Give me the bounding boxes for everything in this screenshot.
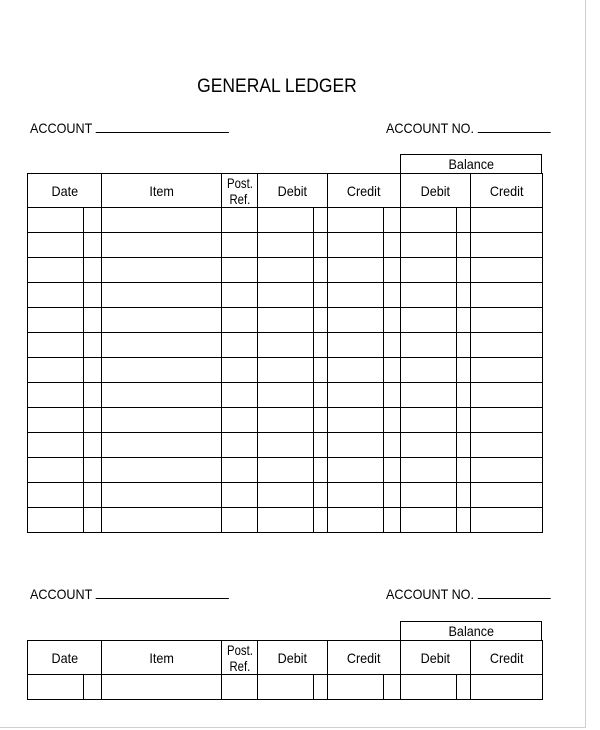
ledger-cell[interactable] (401, 508, 457, 533)
account-field[interactable] (30, 119, 229, 136)
ledger-cell[interactable] (471, 458, 543, 483)
ledger-cell[interactable] (328, 675, 384, 700)
ledger-cell[interactable] (471, 675, 543, 700)
account-blank[interactable] (96, 585, 229, 599)
account-label: ACCOUNT (30, 586, 93, 602)
col-header-item: Item (102, 641, 222, 675)
table-row (28, 383, 543, 408)
ledger-cell[interactable] (328, 333, 384, 358)
ledger-cell[interactable] (401, 308, 457, 333)
ledger-cell[interactable] (222, 308, 258, 333)
ledger-table (27, 173, 543, 533)
ledger-cell[interactable] (457, 358, 471, 383)
col-header-post-ref: Post. Ref. (222, 174, 258, 208)
ledger-cell[interactable] (401, 258, 457, 283)
ledger-cell[interactable] (28, 258, 84, 283)
col-header-balance-credit: Credit (471, 641, 543, 675)
ledger-cell[interactable] (328, 233, 384, 258)
ledger-cell[interactable] (222, 675, 258, 700)
table-row (28, 333, 543, 358)
ledger-cell[interactable] (384, 308, 401, 333)
ledger-cell[interactable] (471, 508, 543, 533)
ledger-cell[interactable] (84, 308, 102, 333)
ledger-cell[interactable] (471, 208, 543, 233)
ledger-cell[interactable] (471, 233, 543, 258)
ledger-cell[interactable] (314, 383, 328, 408)
ledger-cell[interactable] (84, 258, 102, 283)
col-header-date: Date (28, 641, 102, 675)
table-row (28, 358, 543, 383)
ledger-cell[interactable] (314, 433, 328, 458)
ledger-cell[interactable] (222, 433, 258, 458)
ledger-cell[interactable] (457, 333, 471, 358)
ledger-cell[interactable] (102, 358, 222, 383)
ledger-cell[interactable] (102, 208, 222, 233)
page-title: GENERAL LEDGER (197, 76, 357, 97)
ledger-cell[interactable] (258, 233, 314, 258)
ledger-cell[interactable] (84, 358, 102, 383)
ledger-cell[interactable] (457, 433, 471, 458)
col-header-item: Item (102, 174, 222, 208)
ledger-cell[interactable] (84, 675, 102, 700)
ledger-cell[interactable] (384, 408, 401, 433)
ledger-cell[interactable] (314, 333, 328, 358)
table-row (28, 483, 543, 508)
ledger-cell[interactable] (471, 383, 543, 408)
table-row (28, 675, 543, 700)
ledger-cell[interactable] (28, 675, 84, 700)
ledger-cell[interactable] (222, 408, 258, 433)
ledger-cell[interactable] (471, 408, 543, 433)
ledger-cell[interactable] (28, 233, 84, 258)
ledger-cell[interactable] (84, 383, 102, 408)
account-field[interactable] (30, 585, 229, 602)
ledger-cell[interactable] (384, 358, 401, 383)
ledger-cell[interactable] (328, 308, 384, 333)
ledger-cell[interactable] (28, 508, 84, 533)
ledger-cell[interactable] (457, 383, 471, 408)
ledger-cell[interactable] (258, 308, 314, 333)
ledger-cell[interactable] (84, 458, 102, 483)
table-row (28, 408, 543, 433)
ledger-cell[interactable] (258, 458, 314, 483)
ledger-cell[interactable] (384, 233, 401, 258)
account-no-label: ACCOUNT NO. (386, 120, 474, 136)
ledger-cell[interactable] (84, 483, 102, 508)
ledger-cell[interactable] (102, 675, 222, 700)
table-row (28, 283, 543, 308)
ledger-cell[interactable] (384, 283, 401, 308)
ledger-cell[interactable] (401, 358, 457, 383)
ledger-table (27, 640, 543, 700)
ledger-cell[interactable] (222, 358, 258, 383)
ledger-cell[interactable] (384, 258, 401, 283)
ledger-cell[interactable] (314, 358, 328, 383)
ledger-cell[interactable] (28, 333, 84, 358)
ledger-cell[interactable] (457, 458, 471, 483)
col-header-debit: Debit (258, 174, 328, 208)
ledger-cell[interactable] (457, 208, 471, 233)
ledger-cell[interactable] (457, 483, 471, 508)
ledger-cell[interactable] (471, 258, 543, 283)
account-no-blank[interactable] (478, 119, 551, 133)
account-no-label: ACCOUNT NO. (386, 586, 474, 602)
ledger-cell[interactable] (328, 358, 384, 383)
ledger-cell[interactable] (84, 333, 102, 358)
ledger-cell[interactable] (471, 283, 543, 308)
ledger-cell[interactable] (457, 308, 471, 333)
ledger-cell[interactable] (471, 433, 543, 458)
ledger-cell[interactable] (471, 358, 543, 383)
ledger-cell[interactable] (84, 233, 102, 258)
ledger-cell[interactable] (384, 458, 401, 483)
table-row (28, 433, 543, 458)
ledger-cell[interactable] (28, 408, 84, 433)
ledger-cell[interactable] (28, 458, 84, 483)
ledger-cell[interactable] (258, 675, 314, 700)
ledger-cell[interactable] (28, 308, 84, 333)
table-row (28, 508, 543, 533)
ledger-cell[interactable] (457, 508, 471, 533)
ledger-cell[interactable] (258, 333, 314, 358)
ledger-cell[interactable] (401, 675, 457, 700)
ledger-cell[interactable] (314, 675, 328, 700)
balance-header: Balance (400, 621, 542, 641)
ledger-cell[interactable] (328, 408, 384, 433)
account-label: ACCOUNT (30, 120, 93, 136)
ledger-cell[interactable] (84, 433, 102, 458)
ledger-cell[interactable] (102, 483, 222, 508)
ledger-cell[interactable] (314, 258, 328, 283)
ledger-cell[interactable] (258, 208, 314, 233)
ledger-cell[interactable] (84, 508, 102, 533)
ledger-cell[interactable] (314, 208, 328, 233)
ledger-cell[interactable] (102, 308, 222, 333)
col-header-credit: Credit (328, 174, 401, 208)
ledger-cell[interactable] (401, 208, 457, 233)
ledger-cell[interactable] (84, 208, 102, 233)
ledger-cell[interactable] (457, 675, 471, 700)
ledger-cell[interactable] (471, 333, 543, 358)
ledger-cell[interactable] (102, 233, 222, 258)
ledger-cell[interactable] (384, 433, 401, 458)
ledger-cell[interactable] (102, 383, 222, 408)
ledger-cell[interactable] (401, 233, 457, 258)
ledger-cell[interactable] (401, 433, 457, 458)
ledger-cell[interactable] (102, 433, 222, 458)
ledger-cell[interactable] (457, 283, 471, 308)
table-header-row (28, 174, 543, 208)
ledger-cell[interactable] (328, 458, 384, 483)
ledger-cell[interactable] (258, 283, 314, 308)
ledger-cell[interactable] (328, 258, 384, 283)
ledger-cell[interactable] (328, 508, 384, 533)
col-header-balance-debit: Debit (401, 641, 471, 675)
ledger-cell[interactable] (258, 383, 314, 408)
ledger-cell[interactable] (314, 408, 328, 433)
ledger-cell[interactable] (28, 483, 84, 508)
ledger-cell[interactable] (28, 433, 84, 458)
ledger-cell[interactable] (471, 483, 543, 508)
col-header-balance-credit: Credit (471, 174, 543, 208)
table-row (28, 458, 543, 483)
ledger-cell[interactable] (401, 383, 457, 408)
ledger-cell[interactable] (328, 208, 384, 233)
ledger-cell[interactable] (28, 358, 84, 383)
account-no-field[interactable] (386, 119, 550, 136)
account-no-blank[interactable] (478, 585, 551, 599)
ledger-cell[interactable] (401, 283, 457, 308)
ledger-cell[interactable] (401, 458, 457, 483)
ledger-cell[interactable] (222, 508, 258, 533)
ledger-cell[interactable] (102, 408, 222, 433)
ledger-cell[interactable] (457, 233, 471, 258)
col-header-debit: Debit (258, 641, 328, 675)
ledger-cell[interactable] (328, 383, 384, 408)
ledger-cell[interactable] (384, 208, 401, 233)
ledger-cell[interactable] (28, 383, 84, 408)
ledger-cell[interactable] (222, 458, 258, 483)
ledger-cell[interactable] (222, 208, 258, 233)
ledger-cell[interactable] (314, 483, 328, 508)
col-header-date: Date (28, 174, 102, 208)
ledger-cell[interactable] (401, 483, 457, 508)
ledger-cell[interactable] (384, 508, 401, 533)
ledger-cell[interactable] (471, 308, 543, 333)
ledger-cell[interactable] (314, 283, 328, 308)
ledger-cell[interactable] (328, 283, 384, 308)
ledger-cell[interactable] (328, 433, 384, 458)
col-header-balance-debit: Debit (401, 174, 471, 208)
ledger-cell[interactable] (384, 333, 401, 358)
ledger-cell[interactable] (222, 233, 258, 258)
ledger-cell[interactable] (102, 283, 222, 308)
table-header-row (28, 641, 543, 675)
ledger-cell[interactable] (28, 208, 84, 233)
ledger-cell[interactable] (457, 258, 471, 283)
ledger-cell[interactable] (328, 483, 384, 508)
ledger-cell[interactable] (384, 675, 401, 700)
table-row (28, 208, 543, 233)
ledger-cell[interactable] (401, 408, 457, 433)
ledger-cell[interactable] (457, 408, 471, 433)
ledger-cell[interactable] (222, 383, 258, 408)
ledger-cell[interactable] (222, 333, 258, 358)
ledger-cell[interactable] (314, 233, 328, 258)
ledger-cell[interactable] (401, 333, 457, 358)
ledger-cell[interactable] (222, 483, 258, 508)
col-header-credit: Credit (328, 641, 401, 675)
ledger-cell[interactable] (222, 258, 258, 283)
table-row (28, 258, 543, 283)
ledger-cell[interactable] (314, 458, 328, 483)
ledger-cell[interactable] (258, 358, 314, 383)
ledger-cell[interactable] (84, 283, 102, 308)
ledger-cell[interactable] (102, 258, 222, 283)
table-row (28, 308, 543, 333)
col-header-post-ref: Post. Ref. (222, 641, 258, 675)
ledger-cell[interactable] (314, 508, 328, 533)
ledger-cell[interactable] (102, 508, 222, 533)
ledger-cell[interactable] (102, 333, 222, 358)
ledger-cell[interactable] (258, 408, 314, 433)
ledger-cell[interactable] (28, 283, 84, 308)
ledger-cell[interactable] (102, 458, 222, 483)
ledger-cell[interactable] (314, 308, 328, 333)
ledger-cell[interactable] (384, 383, 401, 408)
ledger-cell[interactable] (258, 483, 314, 508)
ledger-cell[interactable] (384, 483, 401, 508)
account-no-field[interactable] (386, 585, 550, 602)
ledger-cell[interactable] (258, 433, 314, 458)
table-row (28, 233, 543, 258)
ledger-cell[interactable] (222, 283, 258, 308)
account-blank[interactable] (96, 119, 229, 133)
balance-header: Balance (400, 154, 542, 174)
ledger-cell[interactable] (258, 258, 314, 283)
ledger-cell[interactable] (258, 508, 314, 533)
ledger-cell[interactable] (84, 408, 102, 433)
